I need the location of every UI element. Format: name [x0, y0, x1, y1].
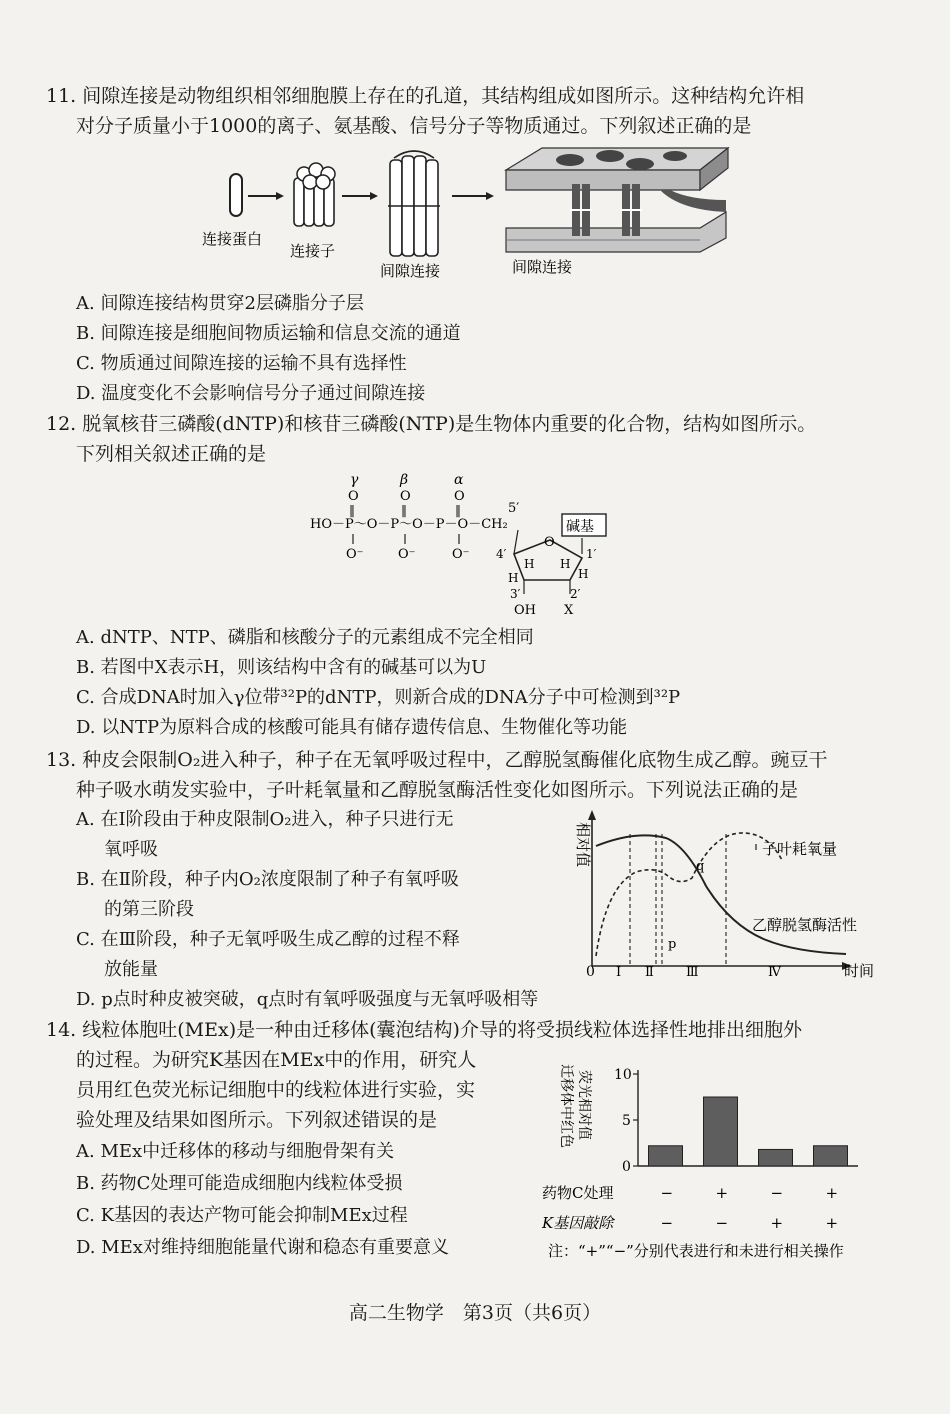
q12-option-d: D. 以NTP为原料合成的核酸可能具有储存遗传信息、生物催化等功能 — [76, 717, 628, 738]
q14-row1-cell: + — [825, 1184, 839, 1202]
connexon-shape — [294, 163, 335, 226]
q12-option-a: A. dNTP、NTP、磷脂和核酸分子的元素组成不完全相同 — [76, 627, 534, 648]
svg-text:γ: γ — [350, 472, 359, 488]
svg-text:H: H — [560, 557, 571, 571]
q14-option-d: D. MEx对维持细胞能量代谢和稳态有重要意义 — [76, 1237, 449, 1258]
q12-stem-line1: 12. 脱氧核苷三磷酸(dNTP)和核苷三磷酸(NTP)是生物体内重要的化合物，结构如图所示。 — [46, 413, 817, 435]
svg-text:O⁻: O⁻ — [346, 547, 364, 562]
q13-option-c-line2: 放能量 — [104, 959, 158, 980]
q14-option-b: B. 药物C处理可能造成细胞内线粒体受损 — [76, 1173, 403, 1194]
ntp-structure-figure — [300, 468, 640, 620]
q14-y-label-line2: 荧光相对值 — [576, 1070, 592, 1140]
q13-point-q: q — [696, 859, 705, 874]
q12-option-b: B. 若图中X表示H，则该结构中含有的碱基可以为U — [76, 657, 487, 678]
q14-stem-line1: 14. 线粒体胞吐(MEx)是一种由迁移体(囊泡结构)介导的将受损线粒体选择性地排出细胞外 — [46, 1019, 802, 1041]
gap-junction-column — [388, 151, 440, 256]
svg-text:‖: ‖ — [349, 503, 355, 517]
svg-text:H: H — [578, 567, 589, 581]
q14-row2-label: K基因敲除 — [542, 1214, 614, 1232]
q11-option-a: A. 间隙连接结构贯穿2层磷脂分子层 — [76, 293, 364, 314]
phosphate-chain: HO－P～O－P～O－P－O－CH₂ — [310, 517, 508, 532]
svg-text:O: O — [544, 535, 555, 550]
svg-text:1′: 1′ — [586, 547, 597, 561]
q14-y-tick-label: 10 — [614, 1067, 632, 1083]
svg-text:X: X — [564, 603, 574, 618]
q13-option-d: D. p点时种皮被突破，q点时有氧呼吸强度与无氧呼吸相等 — [76, 989, 539, 1010]
q13-stage-4: Ⅳ — [768, 965, 781, 980]
q11-option-d: D. 温度变化不会影响信号分子通过间隙连接 — [76, 383, 426, 404]
q14-row2-cell: + — [770, 1214, 784, 1232]
q13-option-a-line2: 氧呼吸 — [104, 839, 158, 860]
q14-option-c: C. K基因的表达产物可能会抑制MEx过程 — [76, 1205, 408, 1226]
q14-y-tick-label: 0 — [622, 1159, 631, 1175]
fig-label-gap-junction-1: 间隙连接 — [380, 262, 441, 280]
q13-point-p: p — [668, 937, 677, 952]
q13-legend-enzyme: 乙醇脱氢酶活性 — [752, 916, 858, 934]
q14-row2-cell: + — [825, 1214, 839, 1232]
svg-text:3′: 3′ — [510, 587, 521, 601]
q11-stem-line2: 对分子质量小于1000的离子、氨基酸、信号分子等物质通过。下列叙述正确的是 — [76, 115, 752, 137]
q13-chart — [556, 806, 886, 984]
q13-stage-2: Ⅱ — [645, 965, 654, 980]
svg-text:H: H — [524, 557, 535, 571]
q14-row1-cell: − — [660, 1184, 674, 1202]
q13-y-axis-label: 相对值 — [574, 822, 592, 868]
q14-row1-label: 药物C处理 — [542, 1184, 614, 1202]
svg-text:2′: 2′ — [570, 587, 581, 601]
q13-series-oxygen — [596, 833, 782, 956]
q14-row2-cell: − — [660, 1214, 674, 1232]
q14-row1-cell: + — [715, 1184, 729, 1202]
q13-x-axis-label: 时间 — [844, 962, 875, 980]
svg-text:α: α — [454, 472, 464, 488]
q14-option-a: A. MEx中迁移体的移动与细胞骨架有关 — [76, 1141, 395, 1162]
q14-row2-cell: − — [715, 1214, 729, 1232]
connexin-shape — [230, 174, 242, 216]
q14-bar — [759, 1149, 793, 1166]
page-footer: 高二生物学 第3页（共6页） — [348, 1302, 602, 1324]
svg-text:‖: ‖ — [455, 503, 461, 517]
q13-option-b-line2: 的第三阶段 — [104, 899, 194, 920]
fig-label-connexin: 连接蛋白 — [202, 230, 263, 248]
q12-option-c: C. 合成DNA时加入γ位带³²P的dNTP，则新合成的DNA分子中可检测到³²P — [76, 687, 681, 708]
q13-option-c-line1: C. 在Ⅲ阶段，种子无氧呼吸生成乙醇的过程不释 — [76, 929, 460, 950]
q14-stem-line3: 员用红色荧光标记细胞中的线粒体进行实验，实 — [76, 1079, 476, 1101]
svg-text:OH: OH — [514, 603, 536, 618]
q14-row1-cell: − — [770, 1184, 784, 1202]
q11-option-c: C. 物质通过间隙连接的运输不具有选择性 — [76, 353, 407, 374]
q14-note: 注：“+”“−”分别代表进行和未进行相关操作 — [548, 1242, 844, 1258]
q14-bar — [649, 1146, 683, 1166]
svg-text:‖: ‖ — [401, 503, 407, 517]
q13-origin: 0 — [586, 964, 595, 980]
q14-stem-line4: 验处理及结果如图所示。下列叙述错误的是 — [76, 1109, 438, 1131]
svg-text:O: O — [348, 489, 359, 504]
svg-text:O: O — [400, 489, 411, 504]
svg-text:O⁻: O⁻ — [452, 547, 470, 562]
svg-text:β: β — [400, 472, 409, 488]
q14-stem-line2: 的过程。为研究K基因在MEx中的作用，研究人 — [76, 1049, 477, 1071]
fig-label-connexon: 连接子 — [290, 242, 336, 260]
fig-label-gap-junction-2: 间隙连接 — [512, 258, 573, 276]
q13-stage-3: Ⅲ — [686, 965, 699, 980]
q12-stem-line2: 下列相关叙述正确的是 — [76, 443, 267, 465]
q11-option-b: B. 间隙连接是细胞间物质运输和信息交流的通道 — [76, 323, 461, 344]
q13-option-a-line1: A. 在Ⅰ阶段由于种皮限制O₂进入，种子只进行无 — [76, 809, 454, 830]
q14-bar-chart — [540, 1056, 890, 1258]
q14-y-label-line1: 迁移体中红色 — [558, 1064, 574, 1148]
base-label: 碱基 — [566, 519, 594, 535]
svg-text:4′: 4′ — [496, 547, 507, 561]
svg-text:H: H — [508, 571, 519, 585]
q11-stem-line1: 11. 间隙连接是动物组织相邻细胞膜上存在的孔道，其结构组成如图所示。这种结构允许相 — [46, 85, 805, 107]
membrane-diagram — [506, 148, 728, 252]
gap-junction-figure — [190, 140, 730, 285]
q13-option-b-line1: B. 在Ⅱ阶段，种子内O₂浓度限制了种子有氧呼吸 — [76, 869, 459, 890]
q13-legend-oxygen: 子叶耗氧量 — [762, 840, 838, 858]
svg-text:O: O — [454, 489, 465, 504]
q14-bar — [704, 1097, 738, 1166]
svg-text:O⁻: O⁻ — [398, 547, 416, 562]
svg-text:5′: 5′ — [508, 501, 520, 516]
q13-stem-line1: 13. 种皮会限制O₂进入种子，种子在无氧呼吸过程中，乙醇脱氢酶催化底物生成乙醇。豌豆干 — [46, 749, 828, 771]
q13-stem-line2: 种子吸水萌发实验中，子叶耗氧量和乙醇脱氢酶活性变化如图所示。下列说法正确的是 — [76, 779, 799, 801]
q13-stage-1: Ⅰ — [616, 965, 622, 980]
q14-bar — [814, 1146, 848, 1166]
q14-y-tick-label: 5 — [622, 1113, 631, 1129]
